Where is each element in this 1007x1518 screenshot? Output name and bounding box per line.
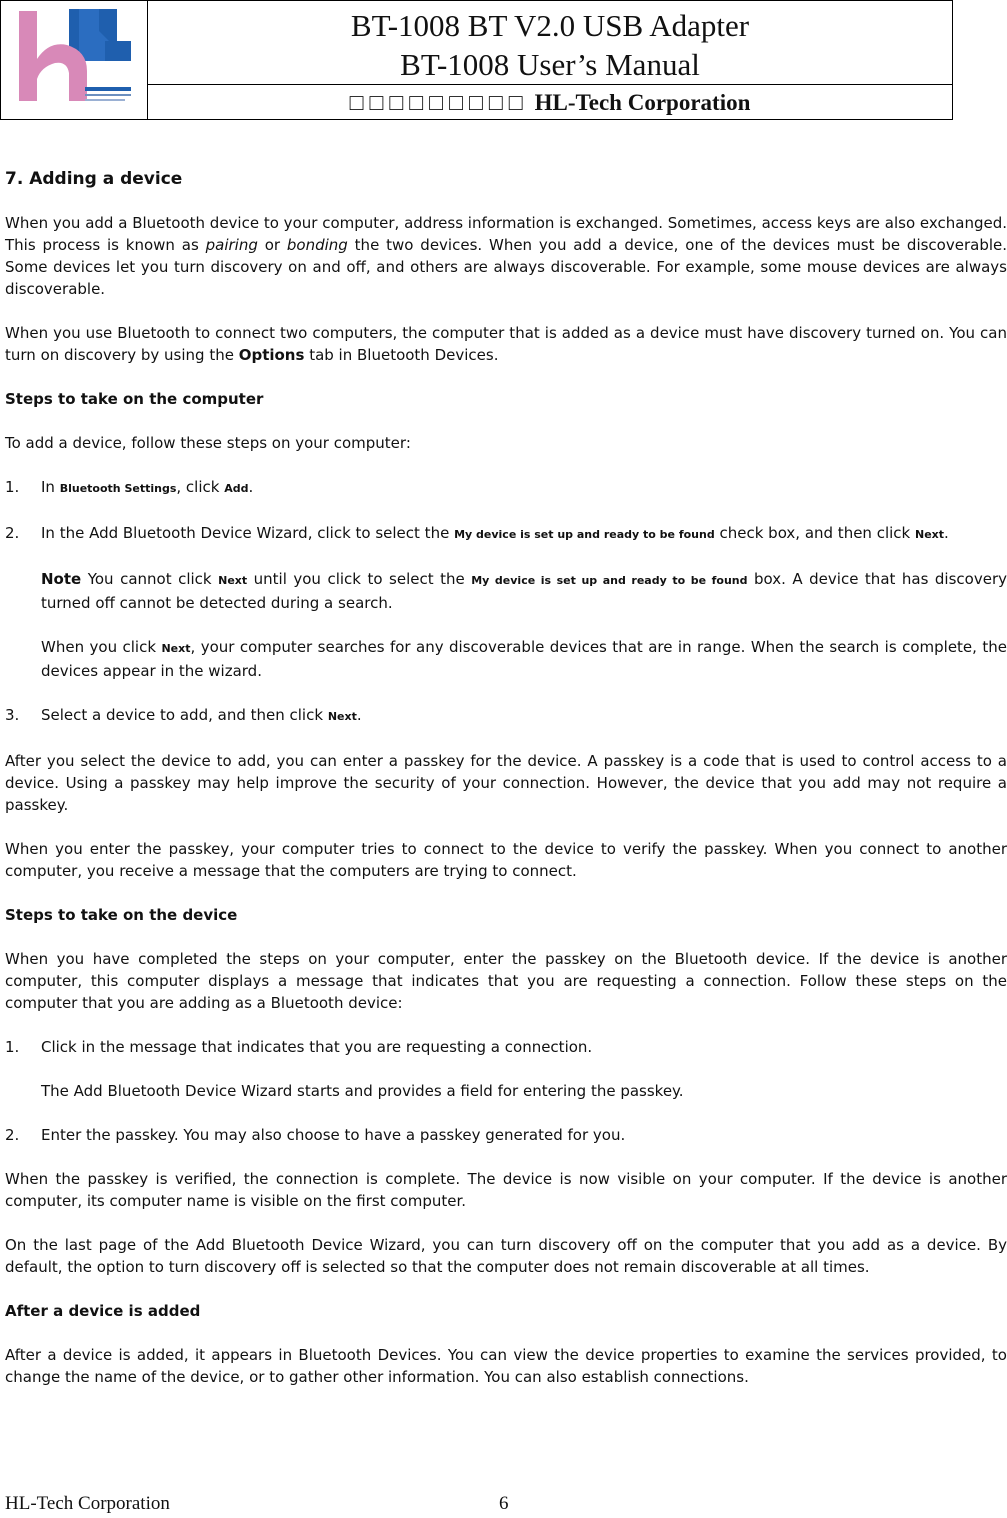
subheading-after-added: After a device is added [5,1302,201,1320]
paragraph-complete: When the passkey is verified, the connection is complete. The device is now visible on your computer. If the device is another computer, its computer name is visible on the first computer. [5,1170,1007,1210]
subheading-computer-steps: Steps to take on the computer [5,390,264,408]
ui-term-add: Add [224,482,249,495]
note-label: Note [41,570,82,588]
text: Enter the passkey. You may also choose to have a passkey generated for you. [41,1126,626,1144]
paragraph-pairing [5,212,1007,300]
text: , click [176,478,225,496]
paragraph-device-intro: When you have completed the steps on your computer, enter the passkey on the Bluetooth device. If the device is another computer, this computer displays a message that indicates that you are requesting a connection. Follow these steps on the computer that you are adding as a Bluetooth device: [5,950,1007,1012]
device-step-2 [5,1124,1007,1146]
text: the two devices. When you add a device, one of the devices must be discoverable. Some devices let you turn discovery on and off, and others are always discoverable. For example, some mouse devices are always discoverable. [5,236,1007,298]
paragraph-intro-steps: To add a device, follow these steps on your computer: [5,434,411,452]
title-line-2: BT-1008 User’s Manual [400,47,700,82]
title-line-1: BT-1008 BT V2.0 USB Adapter [350,8,750,43]
manual-title [148,1,952,85]
text: You cannot click [81,570,219,588]
term-pairing: pairing [205,236,258,254]
note-search [5,636,1007,682]
text: or [257,236,287,254]
text: box. A device that has discovery turned off cannot be detected during a search. [41,570,1007,612]
text: . [248,478,254,496]
step-1 [5,476,1007,500]
note-next [5,568,1007,614]
text: . [356,706,362,724]
company-name-cjk: □□□□□□□□□ [349,90,529,115]
device-step-1 [5,1036,1007,1058]
ui-term-ready-checkbox: My device is set up and ready to be found [454,528,715,541]
page-number: 6 [499,1493,509,1514]
step-number: 1. [5,478,20,496]
document-body [5,168,1007,1410]
text: When you use Bluetooth to connect two computers, the computer that is added as a device must have discovery turned on. You can turn on discovery by using the [5,324,1007,364]
ui-term-ready-checkbox: My device is set up and ready to be found [471,574,748,587]
ui-term-next: Next [218,574,248,587]
step-3 [5,704,1007,728]
text: . [944,524,949,542]
footer-company: HL-Tech Corporation [5,1493,170,1514]
hl-tech-logo [1,1,147,119]
step-number: 1. [5,1038,20,1056]
paragraph-verify: When you enter the passkey, your computer tries to connect to the device to verify the passkey. When you connect to another computer, you receive a message that the computers are trying to connect. [5,840,1007,880]
ui-term-next: Next [327,710,357,723]
step-number: 2. [5,524,20,542]
term-bonding: bonding [286,236,348,254]
step-number: 3. [5,706,20,724]
term-options: Options [238,346,305,364]
paragraph-discovery [5,322,1007,366]
text: In [41,478,60,496]
text: Click in the message that indicates that you are requesting a connection. [41,1038,593,1056]
text: When you add a Bluetooth device to your computer, address information is exchanged. Sometimes, access keys are also exchanged. This process is known as [5,214,1007,254]
device-note: The Add Bluetooth Device Wizard starts and provides a field for entering the passkey. [41,1082,684,1100]
ui-term-bluetooth-settings: Bluetooth Settings [59,482,177,495]
text: , your computer searches for any discoverable devices that are in range. When the search is complete, the devices appear in the wizard. [41,638,1007,680]
step-number: 2. [5,1126,20,1144]
paragraph-after-added: After a device is added, it appears in Bluetooth Devices. You can view the device properties to examine the services provided, to change the name of the device, or to gather other information. You can also establish connections. [5,1346,1007,1386]
ui-term-next: Next [915,528,945,541]
logo-cell [1,1,148,119]
text: until you click to select the [247,570,472,588]
paragraph-passkey: After you select the device to add, you can enter a passkey for the device. A passkey is a code that is used to control access to a device. Using a passkey may help improve the security of your connection. However, the device that you add may not require a passkey. [5,752,1007,814]
text: tab in Bluetooth Devices. [304,346,499,364]
company-name: HL-Tech Corporation [534,90,751,115]
section-title: 7. Adding a device [5,169,183,189]
text: Select a device to add, and then click [41,706,328,724]
company-name-cell [148,86,952,119]
text: In the Add Bluetooth Device Wizard, click to select the [41,524,455,542]
ui-term-next: Next [161,642,191,655]
subheading-device-steps: Steps to take on the device [5,906,238,924]
step-2 [5,522,1007,546]
page-footer [5,1493,1005,1515]
page-header [0,0,953,120]
paragraph-discovery-off: On the last page of the Add Bluetooth Device Wizard, you can turn discovery off on the computer that you add as a device. By default, the option to turn discovery off is selected so that the computer does not remain discoverable at all times. [5,1236,1007,1276]
text: check box, and then click [714,524,915,542]
text: When you click [41,638,162,656]
